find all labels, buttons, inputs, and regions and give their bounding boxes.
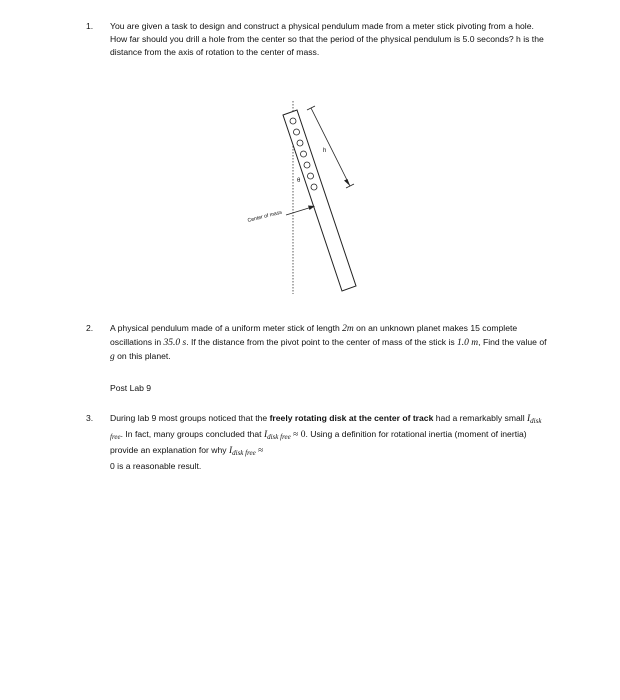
g-symbol: g [110, 352, 115, 362]
question-1-text: You are given a task to design and construct a physical pendulum made from a meter stick pivoting from a hole. How far should you drill a hole from the center so that the period of the physical pendulum is 5.0 seconds? h is the distance from the axis of rotation to the center of mass. [110, 21, 544, 57]
h-label: h [323, 148, 327, 154]
question-2-text: A physical pendulum made of a uniform meter stick of length 2m on an unknown planet makes 15 complete oscillations in 35.0 s. If the distance from the pivot point to the center of mass of the stick is 1.0 m, Find the value of g on this planet. [110, 323, 547, 362]
question-2-number: 2. [86, 323, 94, 333]
meter-stick [283, 110, 356, 291]
center-of-mass-arrow [286, 207, 312, 215]
question-2 [86, 322, 551, 364]
question-1 [86, 20, 551, 59]
question-3-text: During lab 9 most groups noticed that the freely rotating disk at the center of track had a remarkably small $I_{disk free}$. In fact, many groups concluded that $I_{disk free} \approx 0$. Using a definition for rotational inertia (moment of inertia) provide an explanation for why $I_{disk free}$ ≈ 0 is a reasonable result. [110, 413, 542, 471]
freely-rotating-disk-text: freely rotating disk at the center of track [269, 413, 434, 423]
stick-length: 2m [342, 324, 354, 334]
center-of-mass-label: Center of mass [247, 209, 283, 224]
question-3 [86, 412, 551, 473]
question-1-number: 1. [86, 21, 94, 31]
theta-label: θ [297, 178, 301, 184]
pivot-distance: 1.0 m [457, 338, 479, 348]
oscillation-time: 35.0 s [163, 338, 187, 348]
question-3-number: 3. [86, 413, 94, 423]
pendulum-figure [238, 96, 363, 296]
post-lab-heading: Post Lab 9 [110, 383, 152, 393]
